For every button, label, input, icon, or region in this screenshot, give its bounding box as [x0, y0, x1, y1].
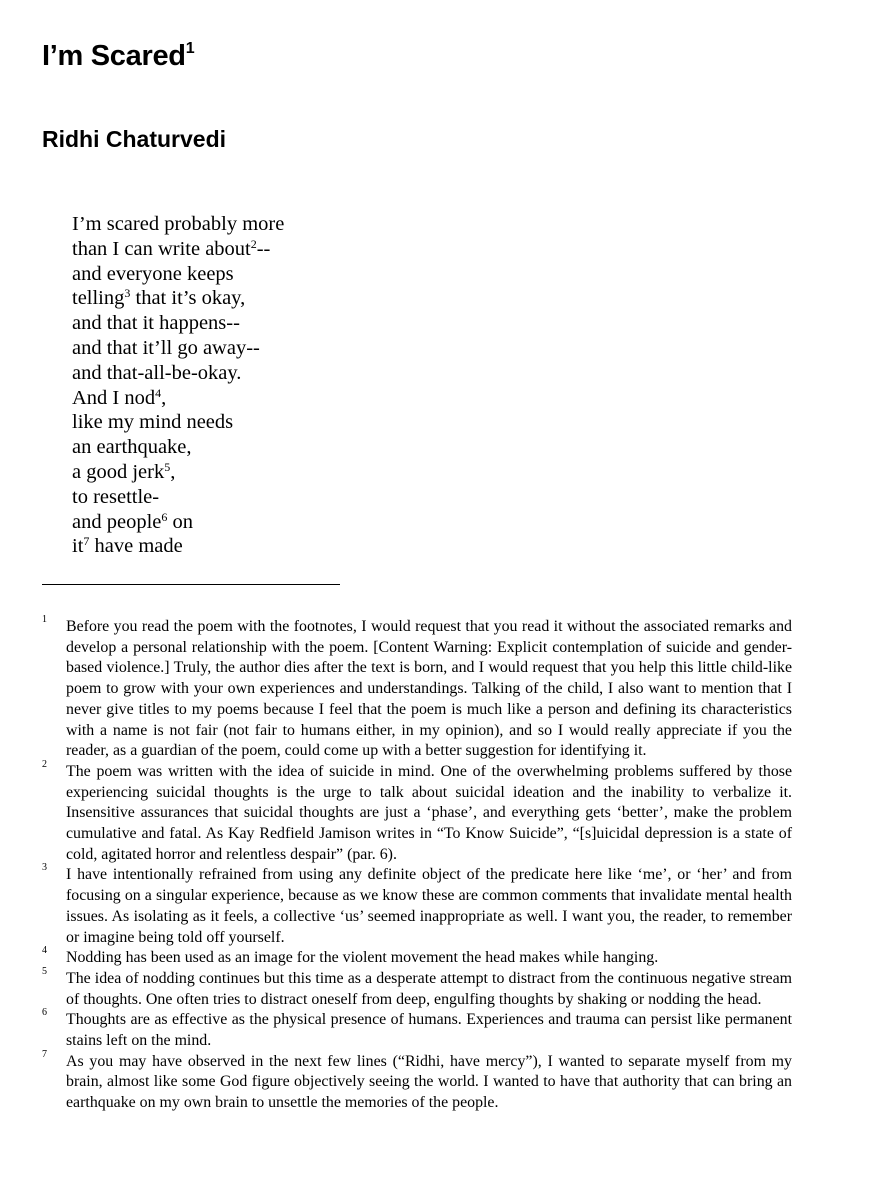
footnote-text: As you may have observed in the next few lines (“Ridhi, have mercy”), I wanted to separate myself from my brain, almost like some God figure objectively seeing the world. I wanted to have that authority that can bring an earthquake on my own brain to unsettle the memories of the people. — [66, 1052, 792, 1112]
footnote — [42, 1048, 792, 1114]
poem-line: a good jerk$^5$, — [72, 459, 176, 483]
poem-line: telling$^3$ that it’s okay, — [72, 286, 246, 310]
poem-line: I’m scared probably more — [72, 213, 285, 235]
footnote — [42, 614, 792, 762]
footnote-marker[interactable]: 3 — [124, 286, 131, 301]
footnote-number: 5 — [42, 965, 47, 977]
poem-body — [72, 212, 284, 559]
poem-line: than I can write about$^2$-- — [72, 236, 271, 260]
title-footnote-marker[interactable]: 1 — [185, 40, 195, 57]
footnote-marker[interactable]: 7 — [83, 534, 90, 549]
footnote-text: Nodding has been used as an image for the violent movement the head makes while hanging. — [66, 949, 659, 967]
footnote — [42, 1007, 792, 1051]
footnote-number: 3 — [42, 862, 47, 874]
footnote-number: 4 — [42, 945, 47, 957]
footnote-text: The poem was written with the idea of suicide in mind. One of the overwhelming problems suffered by those experiencing suicidal thoughts is the urge to talk about suicidal ideation and the inability to verbalize it. Insensitive assurances that suicidal thoughts are just a ‘phase’, and everything gets ‘better’, make the problem cumulative and fatal. As Kay Redfield Jamison writes in “To Know Suicide”, “[s]uicidal depression is a state of cold, agitated horror and relentless despair” (par. 6). — [66, 762, 792, 863]
poem-line: and that it happens-- — [72, 312, 240, 335]
poem-line: $it^7$ have made — [72, 534, 183, 558]
footnote-number: 2 — [42, 758, 47, 770]
title-text: I’m Scared — [42, 40, 186, 72]
poem-title — [42, 40, 194, 73]
footnote-number: 1 — [42, 614, 47, 625]
footnotes-section — [42, 614, 792, 1114]
footnote-text: Before you read the poem with the footnotes, I would request that you read it without the associated remarks and develop a personal relationship with the poem. [Content Warning: Explicit contemplation of suicide and gender-based violence.] Truly, the author dies after the text is born, and I would request that you help this little child-like poem to grow with your own experiences and understandings. Talking of the child, I also want to mention that I never give titles to my poems because I feel that the poem is much like a person and defining its characteristics with a name is not fair (not fair to humans either, in my opinion), and so I would really appreciate if you the reader, as a guardian of the poem, could come up with a better suggestion for identifying it. — [66, 618, 792, 760]
footnote-text: Thoughts are as effective as the physical presence of humans. Experiences and trauma can persist like permanent stains left on the mind. — [66, 1011, 792, 1050]
footnote-separator — [42, 584, 340, 585]
footnote-marker[interactable]: 5 — [164, 459, 171, 474]
poem-line: and that-all-be-okay. — [72, 361, 242, 384]
poem-line: and everyone keeps — [72, 262, 234, 285]
poem-line: to resettle- — [72, 485, 160, 508]
footnote-text: The idea of nodding continues but this time as a desperate attempt to distract from the continuous negative stream of thoughts. One often tries to distract oneself from deep, engulfing thoughts by shaking or nodding the head. — [66, 969, 792, 1008]
footnote-marker[interactable]: 6 — [161, 509, 168, 524]
footnote-number: 7 — [42, 1048, 47, 1060]
footnote — [42, 862, 792, 948]
author-name: Ridhi Chaturvedi — [42, 126, 227, 152]
footnote-marker[interactable]: 2 — [250, 236, 257, 251]
poem-line: and people$^6$ on — [72, 509, 193, 533]
footnote-number: 6 — [42, 1007, 47, 1019]
footnote-text: I have intentionally refrained from using any definite object of the predicate here like ‘me’, or ‘her’ and from focusing on a singular experience, because as we know these are common comments that invalidate mental health issues. As isolating as it feels, a collective ‘us’ seemed inappropriate as well. I want you, the reader, to remember or imagine being told off yourself. — [66, 866, 792, 946]
poem-line: like my mind needs — [72, 411, 234, 434]
poem-line: an earthquake, — [72, 436, 192, 459]
footnote-marker[interactable]: 4 — [155, 385, 162, 400]
poem-line: and that it’ll go away-- — [72, 336, 260, 359]
poem-line: And I nod$^4$, — [72, 385, 167, 409]
footnote — [42, 945, 792, 969]
footnote — [42, 965, 792, 1010]
footnote — [42, 758, 792, 866]
